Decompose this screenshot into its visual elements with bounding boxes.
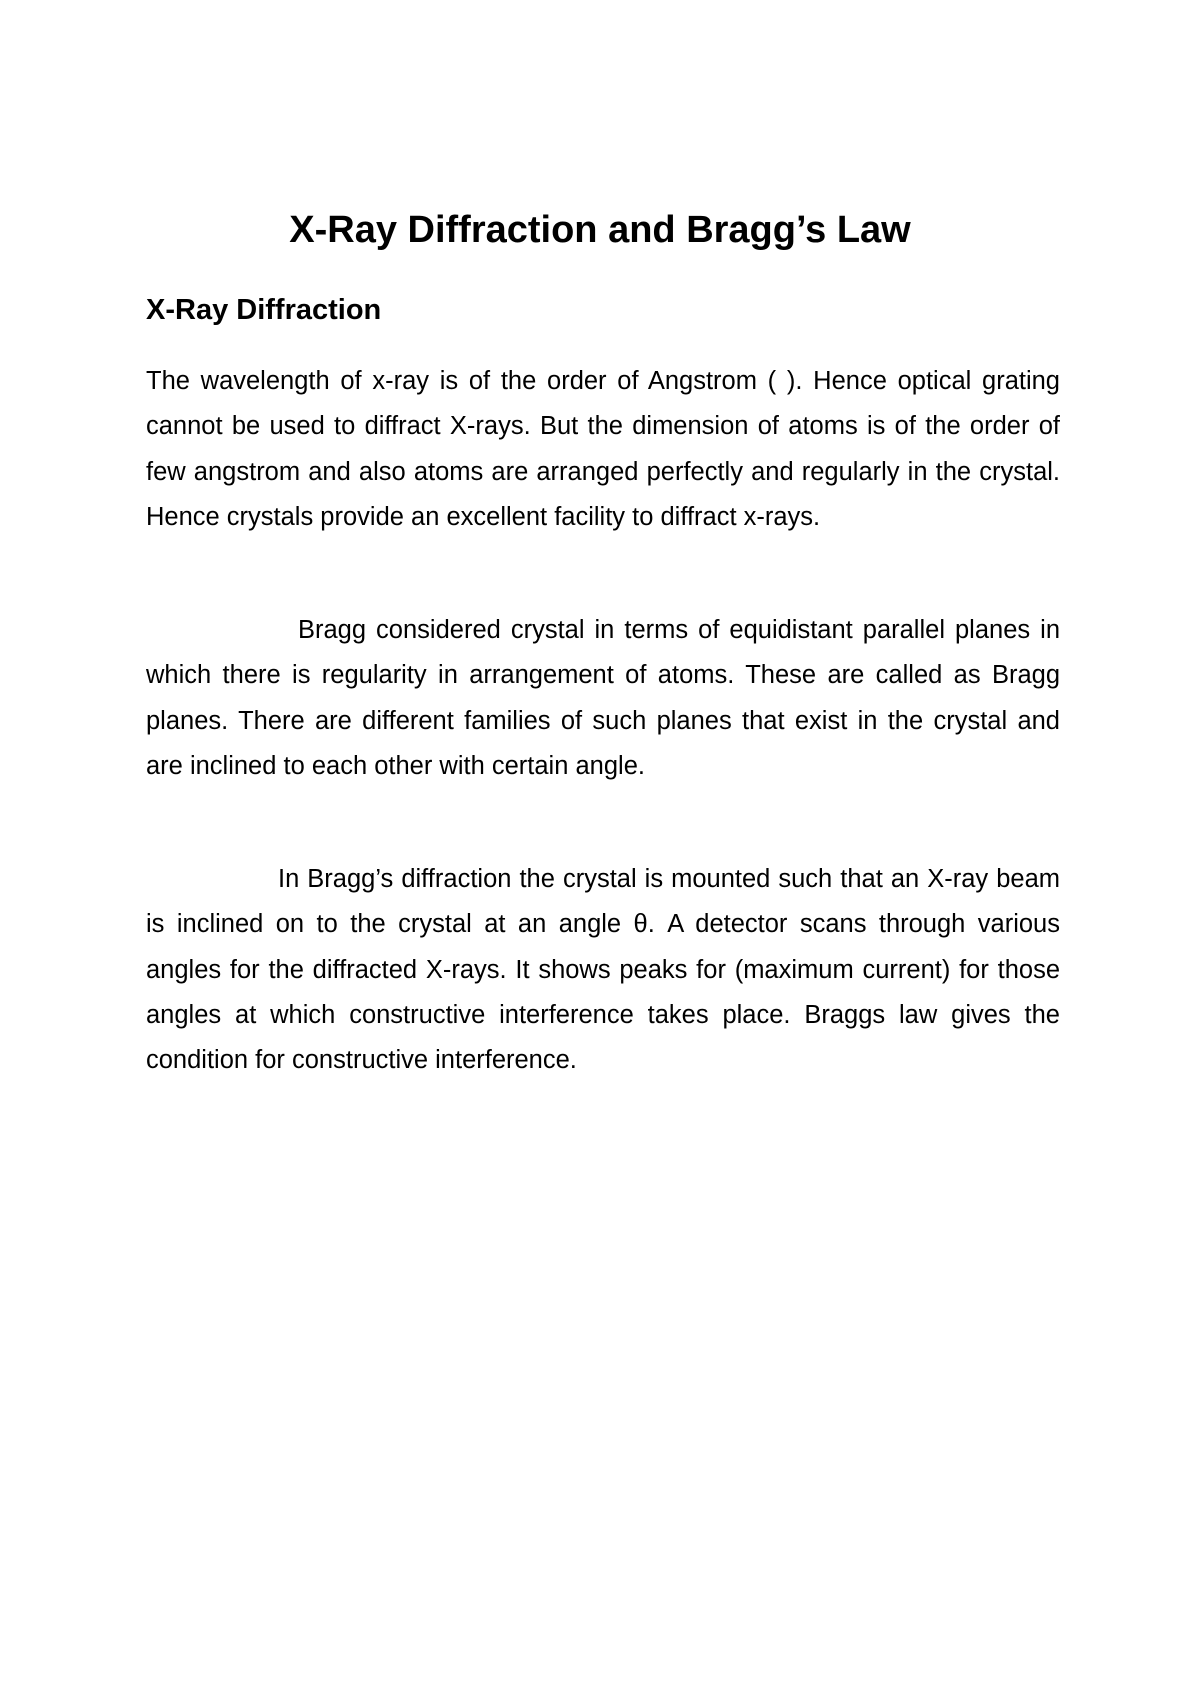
paragraph-bragg-planes: Bragg considered crystal in terms of equidistant parallel planes in which there is regularity in arrangement of atoms. These are called as Bragg planes. There are different families of such planes that exist in the crystal and are inclined to each other with certain angle. xyxy=(146,616,1060,780)
paragraph-bragg-diffraction: In Bragg’s diffraction the crystal is mounted such that an X-ray beam is inclined on to the crystal at an angle θ. A detector scans through various angles for the diffracted X-rays. It shows peaks for (maximum current) for those angles at which constructive interference takes place. Braggs law gives the condition for constructive interference. xyxy=(146,865,1060,1075)
section-heading: X-Ray Diffraction xyxy=(146,294,382,326)
document-title: X-Ray Diffraction and Bragg’s Law xyxy=(289,209,911,251)
paragraph-intro: The wavelength of x-ray is of the order of Angstrom ( ). Hence optical grating cannot be used to diffract X-rays. But the dimension of atoms is of the order of few angstrom and also atoms are arranged perfectly and regularly in the crystal. Hence crystals provide an excellent facility to diffract x-rays. xyxy=(146,367,1060,531)
